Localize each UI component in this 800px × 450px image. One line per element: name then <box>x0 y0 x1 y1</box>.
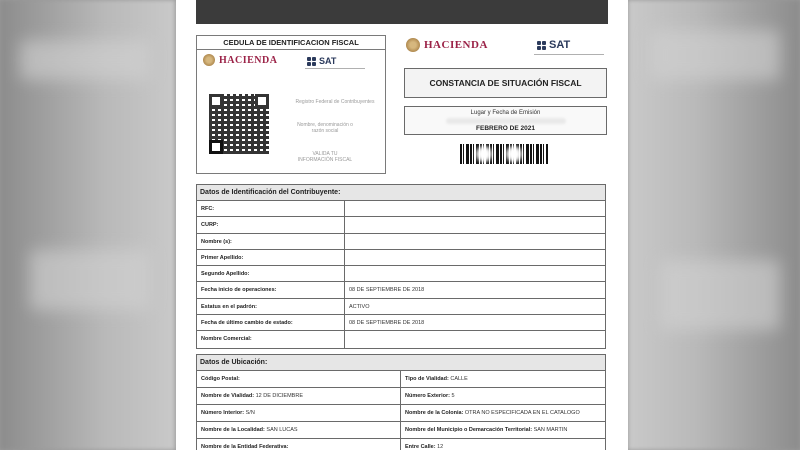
row-cell <box>401 422 605 438</box>
row-label: Nombre de Vialidad: <box>201 393 255 399</box>
document-page <box>176 0 628 450</box>
row-value: 08 DE SEPTIEMBRE DE 2018 <box>349 320 425 327</box>
row-value <box>345 266 605 281</box>
barcode-redaction <box>476 146 492 162</box>
table-row <box>197 388 605 405</box>
background-blob <box>20 40 150 80</box>
row-cell <box>401 439 605 450</box>
table-row <box>197 371 605 388</box>
row-label: Nombre de la Colonia: <box>405 410 464 416</box>
row-value: S/N <box>245 410 255 416</box>
row-label: Fecha de último cambio de estado: <box>197 315 345 330</box>
constancia-title: CONSTANCIA DE SITUACIÓN FISCAL <box>404 68 607 98</box>
row-label: Segundo Apellido: <box>197 266 345 281</box>
row-cell <box>197 371 401 387</box>
cedula-box <box>196 35 386 174</box>
sat-logo-text: SAT <box>319 56 337 66</box>
emission-date: FEBRERO DE 2021 <box>476 125 535 132</box>
barcode-redaction <box>506 146 522 162</box>
row-cell <box>197 422 401 438</box>
row-label: Número Interior: <box>201 410 245 416</box>
row-label: Número Exterior: <box>405 393 450 399</box>
row-value: 12 <box>437 444 444 450</box>
background-blob <box>650 30 780 80</box>
row-value <box>345 217 605 232</box>
redacted-place <box>446 118 566 124</box>
ubicacion-section <box>196 354 606 450</box>
row-label: Nombre del Municipio o Demarcación Territorial: <box>405 427 533 433</box>
row-cell <box>197 439 401 450</box>
cedula-text-valida: VALIDA TU INFORMACIÓN FISCAL <box>297 151 353 163</box>
barcode <box>460 144 548 164</box>
sat-logo <box>307 56 336 66</box>
cedula-text-nombre: Nombre, denominación o razón social <box>297 122 353 134</box>
row-label: CURP: <box>197 217 345 232</box>
table-row <box>197 250 605 266</box>
sat-header-underline <box>534 54 604 55</box>
row-label: Tipo de Vialidad: <box>405 376 449 382</box>
cedula-text-rfc: Registro Federal de Contribuyentes <box>295 99 375 105</box>
table-row <box>197 439 605 450</box>
identificacion-rows <box>197 201 605 348</box>
table-row <box>197 266 605 282</box>
background-blob <box>660 260 780 330</box>
row-label: Código Postal: <box>201 376 240 382</box>
cedula-title: CEDULA DE IDENTIFICACION FISCAL <box>197 36 385 50</box>
table-row <box>197 422 605 439</box>
sat-dots-icon <box>307 57 316 66</box>
row-label: Nombre de la Entidad Federativa: <box>201 444 289 450</box>
row-value <box>345 201 605 216</box>
row-label: RFC: <box>197 201 345 216</box>
table-row <box>197 315 605 331</box>
row-value <box>345 331 605 347</box>
row-label: Nombre Comercial: <box>197 331 345 347</box>
row-value <box>345 250 605 265</box>
hacienda-logo-header <box>406 38 488 52</box>
identificacion-title: Datos de Identificación del Contribuyente: <box>197 185 605 201</box>
lugar-label: Lugar y Fecha de Emisión <box>470 110 541 116</box>
seal-icon <box>203 54 215 66</box>
row-label: Fecha inicio de operaciones: <box>197 282 345 297</box>
hacienda-logo-text: HACIENDA <box>219 54 278 66</box>
table-row <box>197 331 605 347</box>
row-value: 12 DE DICIEMBRE <box>255 393 303 399</box>
sat-underline <box>305 68 365 69</box>
row-cell <box>401 405 605 421</box>
row-value: 08 DE SEPTIEMBRE DE 2018 <box>349 287 425 294</box>
hacienda-logo <box>203 54 277 66</box>
sat-header-text: SAT <box>549 39 571 51</box>
row-cell <box>197 405 401 421</box>
lugar-fecha-box <box>404 106 607 135</box>
table-row <box>197 282 605 298</box>
table-row <box>197 201 605 217</box>
row-label: Primer Apellido: <box>197 250 345 265</box>
row-value: SAN LUCAS <box>266 427 298 433</box>
row-label: Estatus en el padrón: <box>197 299 345 314</box>
table-row <box>197 405 605 422</box>
hacienda-header-text: HACIENDA <box>424 39 488 51</box>
row-value: SAN MARTIN <box>533 427 568 433</box>
qr-finder <box>209 140 223 154</box>
row-label: Nombre de la Localidad: <box>201 427 265 433</box>
row-cell <box>401 371 605 387</box>
row-cell <box>197 388 401 404</box>
background-blob <box>30 250 150 310</box>
row-value: OTRA NO ESPECIFICADA EN EL CATALOGO <box>464 410 580 416</box>
identificacion-section <box>196 184 606 349</box>
seal-icon <box>406 38 420 52</box>
table-row <box>197 234 605 250</box>
row-value <box>345 234 605 249</box>
row-cell <box>401 388 605 404</box>
table-row <box>197 217 605 233</box>
row-value: 5 <box>451 393 455 399</box>
sat-logo-header <box>537 39 570 51</box>
row-label: Entre Calle: <box>405 444 436 450</box>
row-label: Nombre (s): <box>197 234 345 249</box>
row-value: CALLE <box>450 376 468 382</box>
sat-dots-icon <box>537 41 546 50</box>
row-value: ACTIVO <box>349 303 370 310</box>
table-row <box>197 299 605 315</box>
ubicacion-title: Datos de Ubicación: <box>197 355 605 371</box>
top-bar <box>196 0 608 24</box>
